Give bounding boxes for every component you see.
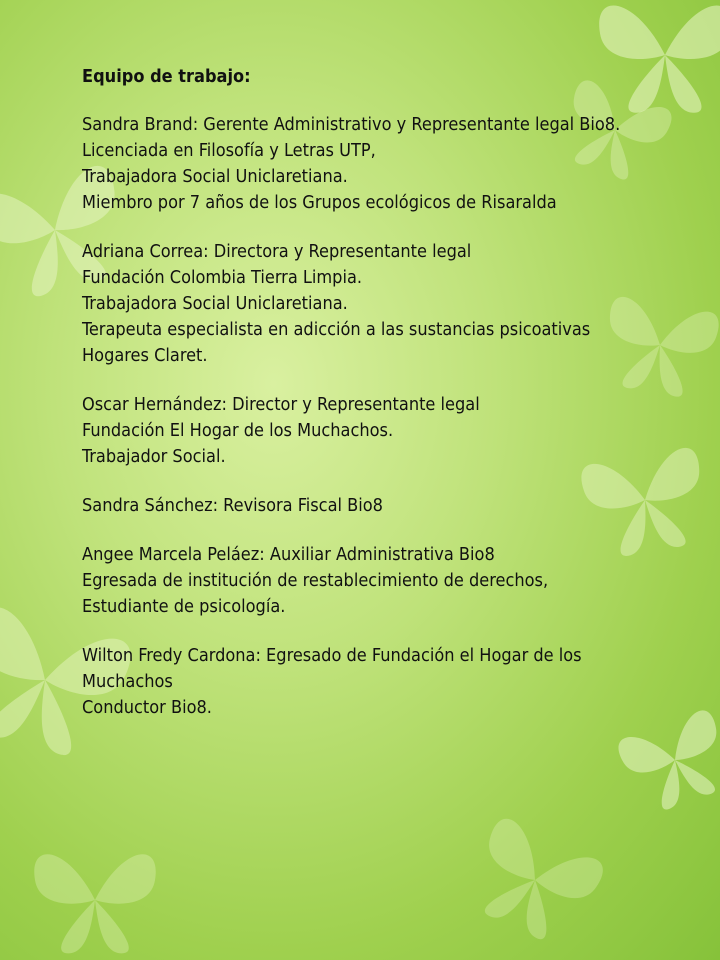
member-block-wilton-cardona: [82, 643, 682, 721]
butterfly-icon: [20, 840, 170, 960]
member-line: Oscar Hernández: Director y Representante legal: [82, 394, 480, 415]
member-line: Sandra Sánchez: Revisora Fiscal Bio8: [82, 495, 383, 516]
member-line: Fundación El Hogar de los Muchachos.: [82, 420, 394, 441]
member-line: Sandra Brand: Gerente Administrativo y Representante legal Bio8.: [82, 114, 621, 135]
member-line: Terapeuta especialista en adicción a las sustancias psicoativas: [82, 319, 591, 340]
member-block-angee-pelaez: [82, 542, 682, 620]
page-title: Equipo de trabajo:: [82, 66, 251, 87]
butterfly-icon: [451, 798, 620, 960]
member-line: Licenciada en Filosofía y Letras UTP,: [82, 140, 376, 161]
member-line: Conductor Bio8.: [82, 697, 212, 718]
member-line: Trabajadora Social Uniclaretiana.: [82, 166, 348, 187]
member-line: Muchachos: [82, 671, 173, 692]
member-line: Angee Marcela Peláez: Auxiliar Administrativa Bio8: [82, 544, 495, 565]
member-line: Trabajadora Social Uniclaretiana.: [82, 293, 348, 314]
member-line: Wilton Fredy Cardona: Egresado de Fundación el Hogar de los: [82, 645, 582, 666]
member-line: Egresada de institución de restablecimiento de derechos,: [82, 570, 549, 591]
member-block-sandra-brand: [82, 112, 682, 216]
member-block-sandra-sanchez: [82, 493, 682, 519]
member-line: Adriana Correa: Directora y Representante legal: [82, 241, 472, 262]
member-line: Estudiante de psicología.: [82, 596, 286, 617]
member-line: Trabajador Social.: [82, 446, 226, 467]
member-line: Fundación Colombia Tierra Limpia.: [82, 267, 363, 288]
member-block-adriana-correa: [82, 239, 682, 369]
team-content: [82, 64, 682, 744]
member-block-oscar-hernandez: [82, 392, 682, 470]
member-line: Miembro por 7 años de los Grupos ecológicos de Risaralda: [82, 192, 557, 213]
member-line: Hogares Claret.: [82, 345, 208, 366]
